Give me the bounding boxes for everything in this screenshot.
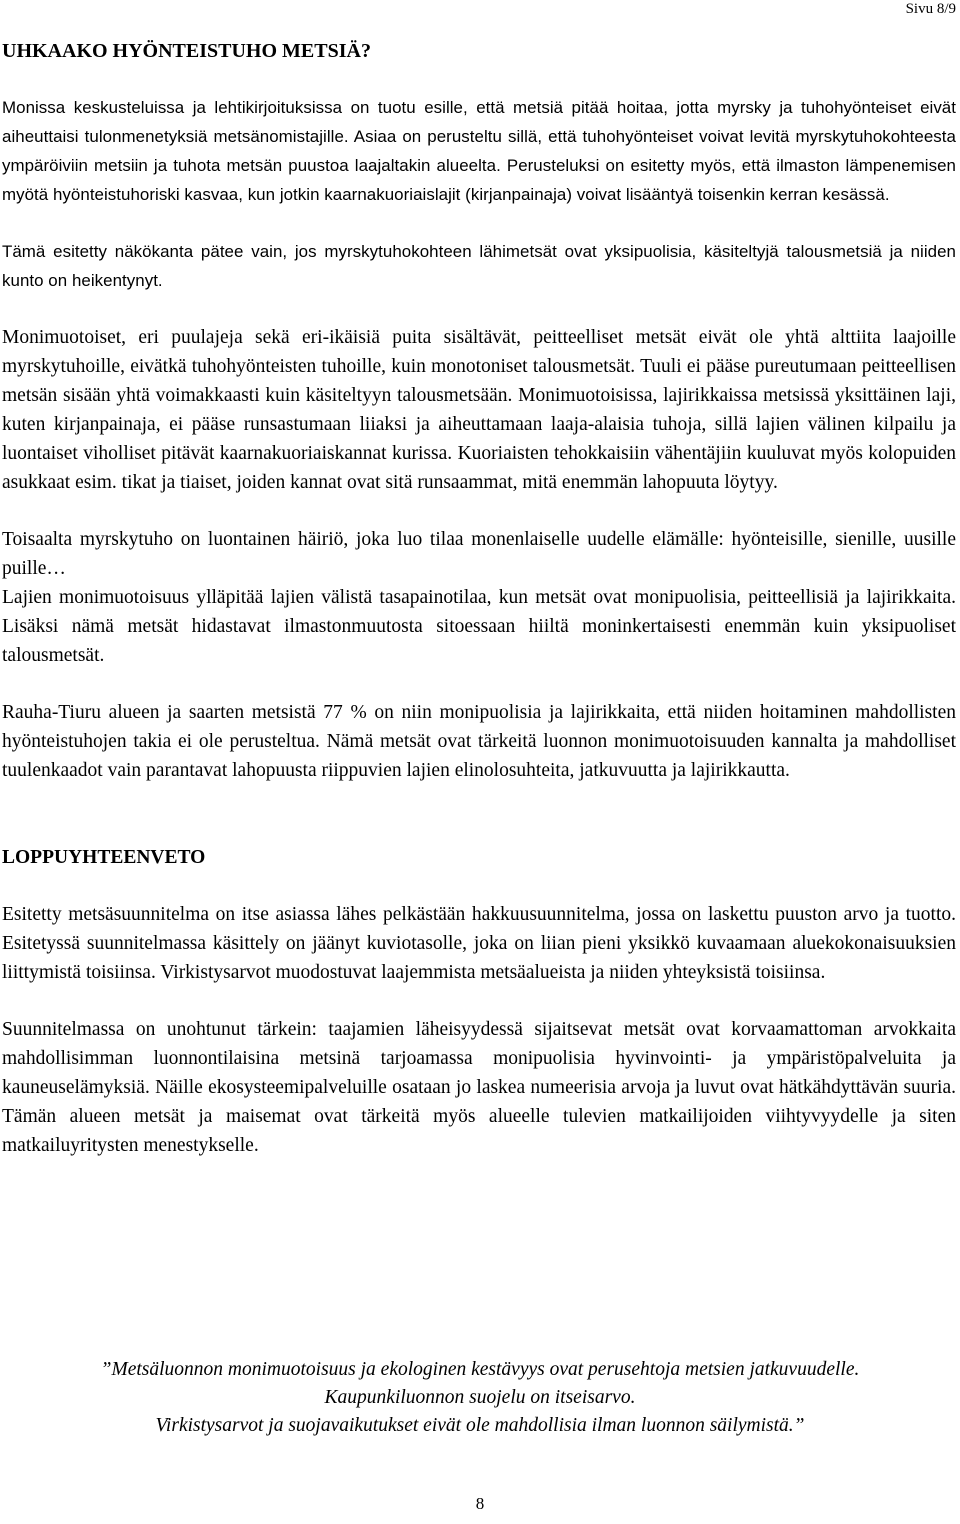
paragraph-intro: Monissa keskusteluissa ja lehtikirjoituksissa on tuotu esille, että metsiä pitää hoitaa, jotta myrsky ja tuhohyönteiset eivät aiheuttaisi tulonmenetyksiä metsänomistajille. Asiaa on perusteltu sillä, että tuhohyönteiset voivat levitä myrskytuhokohteesta ympäröiviin metsiin ja tuhota metsän puustoa laajaltakin alueelta. Perusteluksi on esitetty myös, että ilmaston lämpenemisen myötä hyönteistuhoriski kasvaa, kun jotkin kaarnakuoriaislajit (kirjanpainaja) voivat lisääntyä toisenkin kerran kesässä.: [2, 98, 956, 204]
summary-heading: LOPPUYHTEENVETO: [2, 847, 206, 868]
paragraph-diverse-forests: Monimuotoiset, eri puulajeja sekä eri-ikäisiä puita sisältävät, peitteelliset metsät eivät ole yhtä alttiita laajoille myrskytuhoille, eivätkä tuhohyönteisten tuhoille, kuin monotoniset talousmetsät. Tuuli ei pääse pureutumaan peitteellisen metsän sisään yhtä voimakkaasti kuin käsiteltyyn talousmetsään. Monimuotoisissa, lajirikkaissa metsissä yksittäinen laji, kuten kirjanpainaja, ei pääse runsastumaan liiaksi ja aiheuttamaan laaja-alaisia tuhoja, sillä lajien välinen kilpailu ja luontaiset viholliset pitävät kaarnakuoriaiskannat kurissa. Kuoriaisten tehokkaisiin vähentäjiin kuuluvat myös kolopuiden asukkaat esim. tikat ja tiaiset, joiden kannat ovat sitä runsaammat, mitä enemmän lahopuuta löytyy.: [2, 327, 956, 493]
paragraph-viewpoint: Tämä esitetty näkökanta pätee vain, jos myrskytuhokohteen lähimetsät ovat yksipuolisia, käsiteltyjä talousmetsiä ja niiden kunto on heikentynyt.: [2, 242, 956, 290]
page-title: UHKAAKO HYÖNTEISTUHO METSIÄ?: [2, 40, 371, 62]
paragraph-summary-plan: Esitetty metsäsuunnitelma on itse asiassa lähes pelkästään hakkuusuunnitelma, jossa on laskettu puuston arvo ja tuotto. Esitetyssä suunnitelmassa käsittely on jäänyt kuviotasolle, joka on liian pieni yksikkö kuvaamaan aluekokonaisuuksien liittymistä toisiinsa. Virkistysarvot muodostuvat laajemmista metsäalueista ja niiden yhteyksistä toisiinsa.: [2, 904, 956, 983]
paragraph-species-balance: Lajien monimuotoisuus ylläpitää lajien välistä tasapainotilaa, kun metsät ovat monipuolisia, peitteellisiä ja lajirikkaita. Lisäksi nämä metsät hidastavat ilmastonmuutosta sitoessaan hiiltä moninkertaisesti enemmän kuin yksipuoliset talousmetsät.: [2, 587, 956, 666]
quote-line-1: ”Metsäluonnon monimuotoisuus ja ekologinen kestävyys ovat perusehtoja metsien jatkuvuudelle.: [100, 1359, 860, 1380]
paragraph-natural-disturbance: Toisaalta myrskytuho on luontainen häiriö, joka luo tilaa monenlaiselle uudelle elämälle: hyönteisille, sienille, uusille puille…: [2, 529, 956, 579]
page-number: 8: [475, 1494, 485, 1513]
quote-line-3: Virkistysarvot ja suojavaikutukset eivät ole mahdollisia ilman luonnon säilymistä.”: [155, 1415, 805, 1436]
quote-line-2: Kaupunkiluonnon suojelu on itseisarvo.: [324, 1387, 636, 1408]
paragraph-summary-forgotten: Suunnitelmassa on unohtunut tärkein: taajamien läheisyydessä sijaitsevat metsät ovat korvaamattoman arvokkaita mahdollisimman luonnontilaisina metsinä tarjoamassa monipuolisia hyvinvointi- ja ympäristöpalveluita ja kauneuselämyksiä. Näille ekosysteemipalveluille osataan jo laskea numeerisia arvoja ja luvut ovat hätkähdyttävän suuria. Tämän alueen metsät ja maisemat ovat tärkeitä myös alueelle tulevien matkailijoiden viihtyvyydelle ja siten matkailuyritysten menestykselle.: [2, 1019, 956, 1156]
closing-quote: [0, 1356, 960, 1440]
paragraph-rauha-tiuru: Rauha-Tiuru alueen ja saarten metsistä 77 % on niin monipuolisia ja lajirikkaita, että niiden hoitaminen mahdollisten hyönteistuhojen takia ei ole perusteltua. Nämä metsät ovat tärkeitä luonnon monimuotoisuuden kannalta ja mahdolliset tuulenkaadot vain parantavat lahopuusta riippuvien lajien elinolosuhteita, jatkuvuutta ja lajirikkautta.: [2, 702, 956, 781]
page-indicator: Sivu 8/9: [905, 1, 956, 17]
document-body: [2, 93, 956, 1160]
